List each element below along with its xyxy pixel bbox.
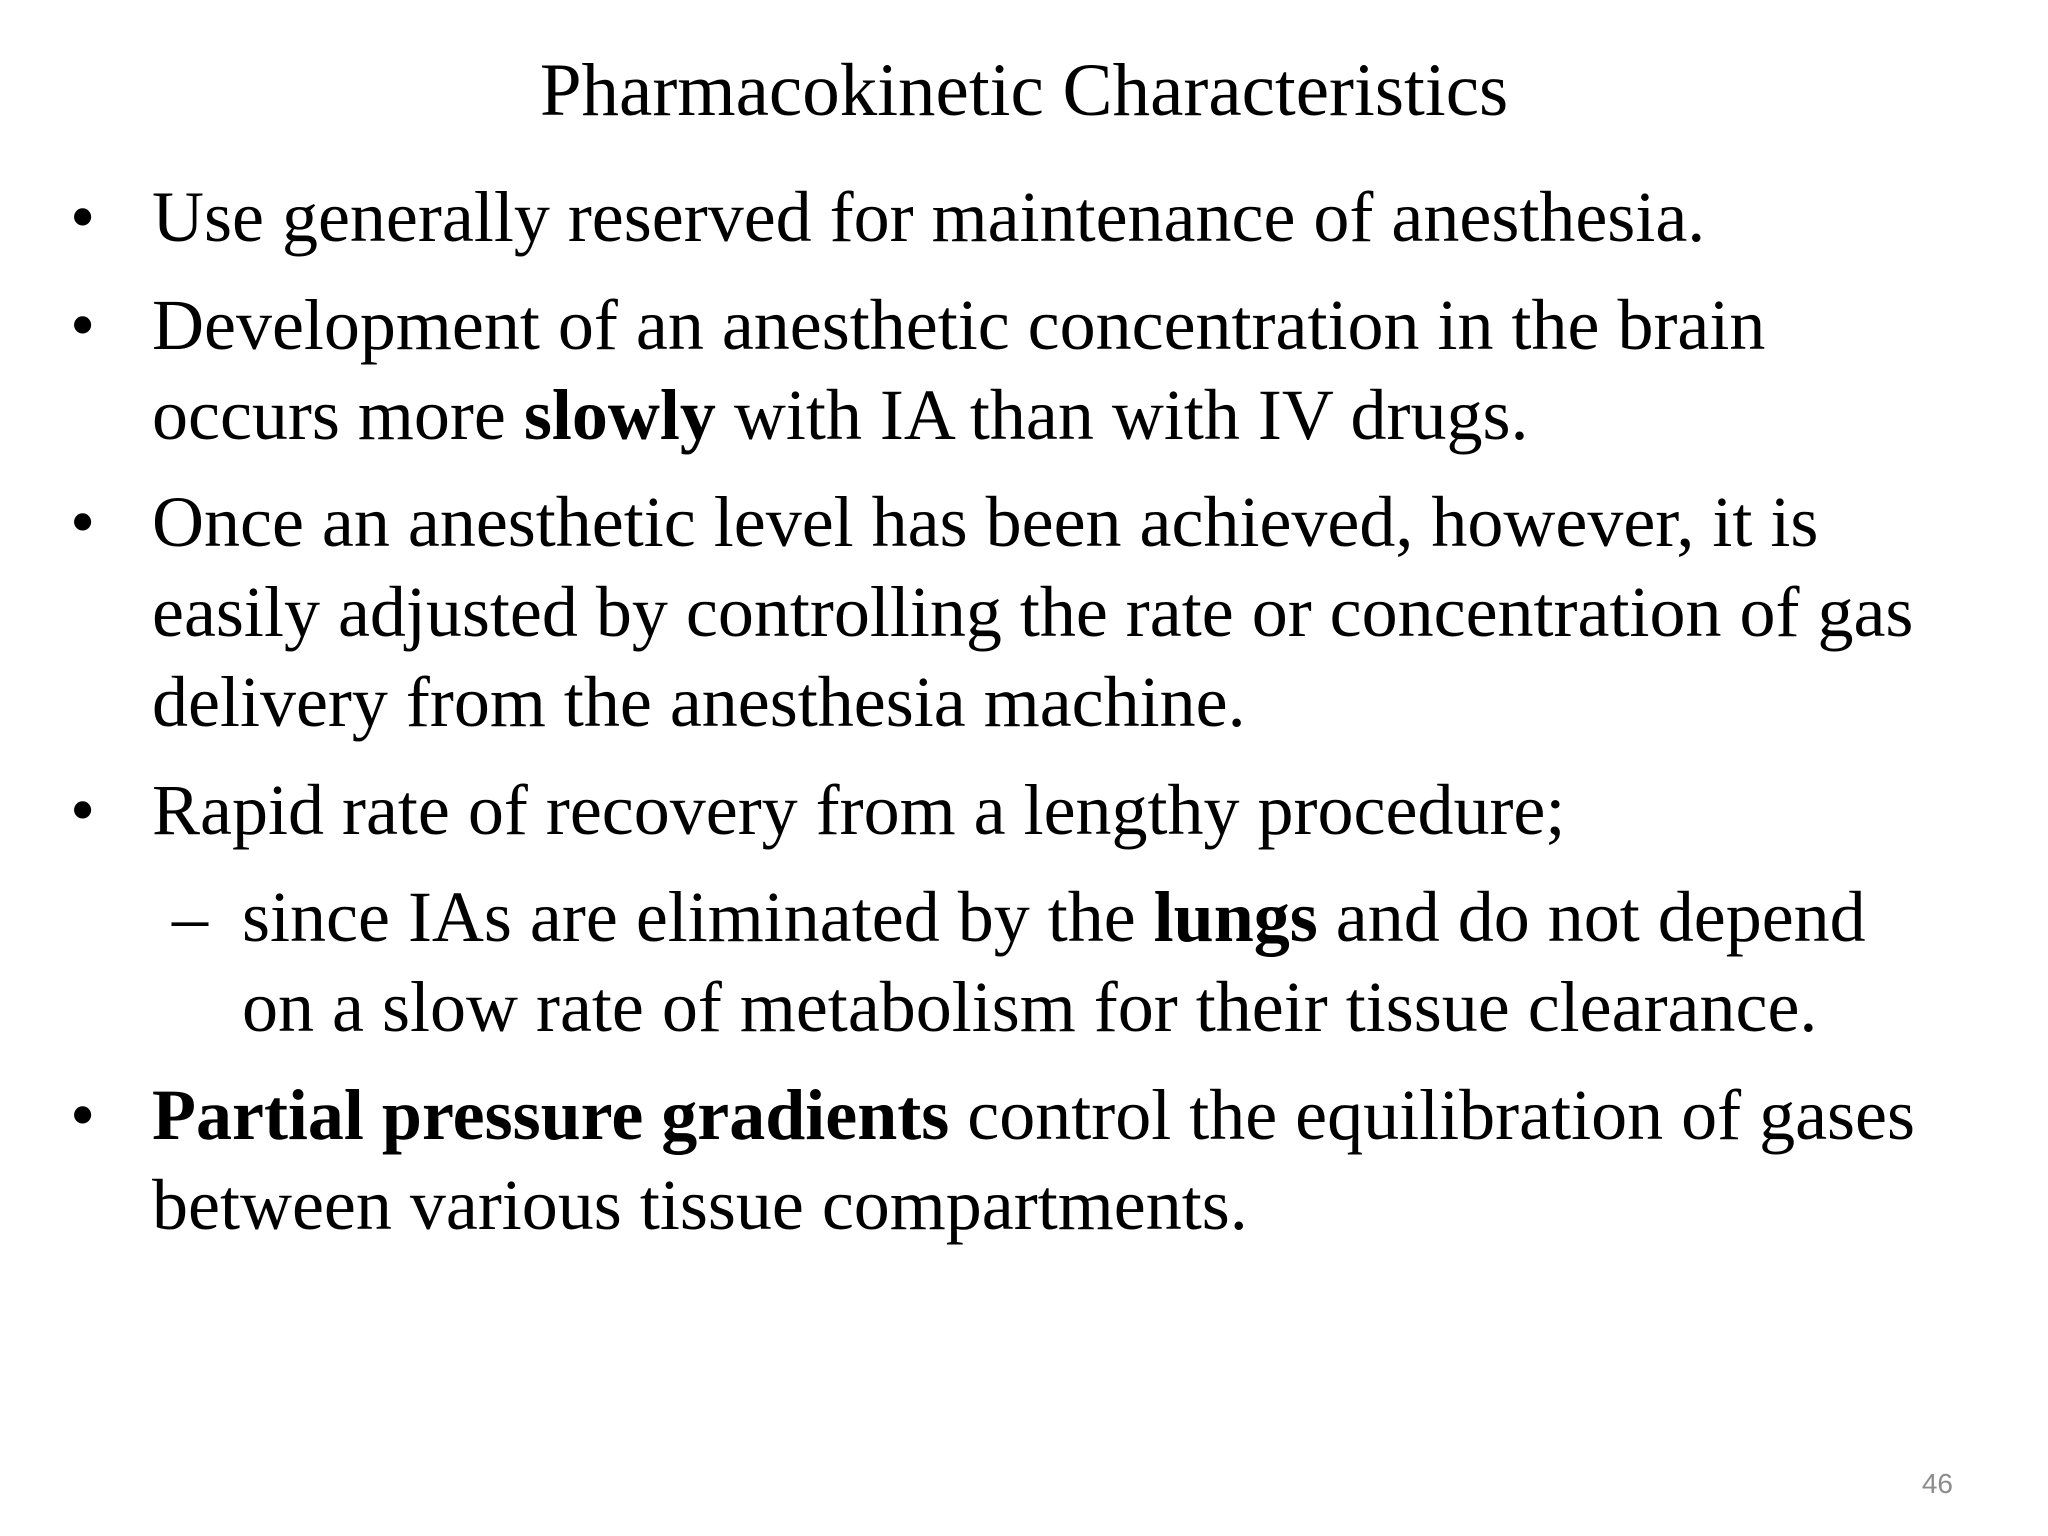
text-run: Development of an anesthetic concentration in the brain — [152, 285, 1766, 365]
slide-title: Pharmacokinetic Characteristics — [539, 49, 1509, 132]
bullet-line — [152, 765, 2032, 855]
emphasis-text: lungs — [1153, 877, 1318, 957]
bullet-line — [152, 567, 2032, 657]
text-run: Use generally reserved for maintenance of anesthesia. — [152, 177, 1706, 257]
bullet-line — [152, 1070, 2032, 1160]
bullet-marker: • — [70, 482, 96, 562]
bullet-line — [152, 477, 2032, 567]
bullet-line — [152, 172, 2032, 262]
bullet-text — [152, 477, 2032, 747]
page-number: 46 — [1921, 1468, 1953, 1499]
text-run: control the equilibration of gases — [949, 1075, 1916, 1155]
bullet-line — [152, 280, 2032, 370]
text-run: Once an anesthetic level has been achieved, however, it is — [152, 482, 1819, 562]
sub-bullet-line — [242, 962, 1866, 1052]
text-run: Rapid rate of recovery from a lengthy procedure; — [152, 770, 1566, 850]
text-run: with IA than with IV drugs. — [715, 375, 1529, 455]
text-run: and do not depend — [1317, 877, 1866, 957]
sub-bullet-line — [242, 872, 1866, 962]
bullet-text — [152, 280, 2032, 460]
bullet-marker: • — [70, 177, 96, 257]
emphasis-text: slowly — [523, 375, 716, 455]
sub-bullet-marker: – — [172, 877, 208, 957]
text-run: between various tissue compartments. — [152, 1165, 1248, 1245]
text-run: delivery from the anesthesia machine. — [152, 662, 1246, 742]
sub-bullet-text — [242, 872, 1866, 1052]
text-run: easily adjusted by controlling the rate or concentration of gas — [152, 572, 1914, 652]
bullet-marker: • — [70, 285, 96, 365]
emphasis-text: Partial pressure gradients — [152, 1075, 950, 1155]
text-run: since IAs are eliminated by the — [242, 877, 1154, 957]
bullet-text — [152, 765, 2032, 855]
bullet-line — [152, 1160, 2032, 1250]
bullet-text — [152, 1070, 2032, 1250]
bullet-text — [152, 172, 2032, 262]
bullet-marker: • — [70, 1075, 96, 1155]
bullet-marker: • — [70, 770, 96, 850]
text-run: occurs more — [152, 375, 524, 455]
bullet-line — [152, 370, 2032, 460]
bullet-line — [152, 657, 2032, 747]
text-run: on a slow rate of metabolism for their tissue clearance. — [242, 967, 1818, 1047]
